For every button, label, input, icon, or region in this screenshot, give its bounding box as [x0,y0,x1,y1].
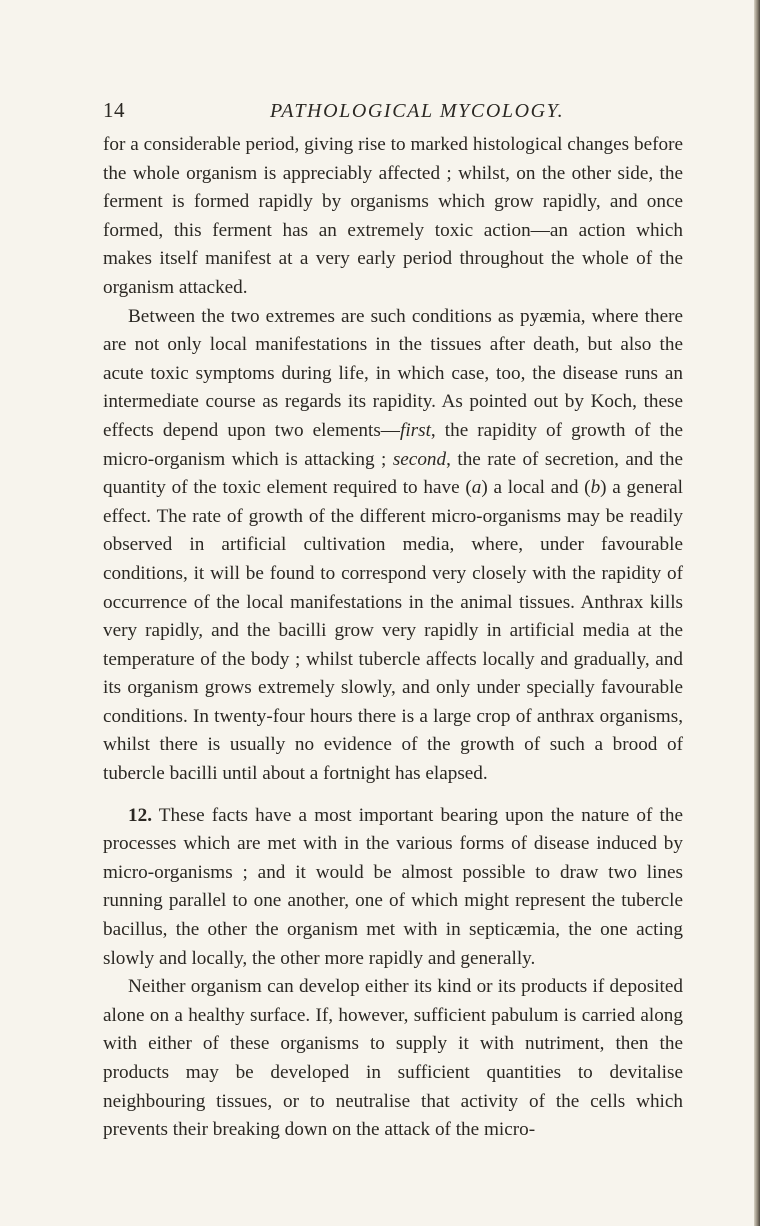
text-run: , the rapidity of growth of the micro-organism which is attacking ; [103,419,683,470]
italic-a: a [471,477,482,499]
italic-first: first [399,419,431,441]
page-number: 14 [103,98,125,122]
body-text [103,131,683,1145]
text-run: ) a local and ( [481,477,591,499]
paragraph-section-12 [103,802,683,974]
paragraph-extremes [103,303,683,789]
paragraph-continuation: for a considerable period, giving rise to marked histological changes before the whole organism is appreciably affected ; whilst, on the other side, the ferment is formed rapidly by organisms which grow rapidly, and once formed, this ferment has an extremely toxic action—an action which makes itself manifest at a very early period throughout the whole of the organism attacked. [103,134,683,298]
text-run: , the rate of secretion, and the quantity of the toxic element required to have ( [103,448,683,499]
text-run: Between the two extremes are such conditions as pyæmia, where there are not only local manifestations in the tissues after death, but also the acute toxic symptoms during life, in which case, too, the disease runs an intermediate course as regards its rapidity. As pointed out by Koch, these effects depend upon two elements— [103,305,683,441]
text-run: These facts have a most important bearing upon the nature of the processes which are met with in the various forms of disease induced by micro-organisms ; and it would be almost possible to draw two lines running parallel to one another, one of which might represent the tubercle bacillus, the other the organism met with in septicæmia, the one acting slowly and locally, the other more rapidly and generally. [103,804,683,969]
paragraph-neither-organism: Neither organism can develop either its kind or its products if deposited alone on a healthy surface. If, however, sufficient pabulum is carried along with either of these organisms to supply it with nutriment, then the products may be developed in sufficient quantities to devitalise neighbouring tissues, or to neutralise that activity of the cells which prevents their breaking down on the attack of the micro- [103,976,683,1141]
page-header [0,98,760,128]
italic-b: b [590,477,601,499]
section-number: 12. [128,804,152,826]
running-title: PATHOLOGICAL MYCOLOGY. [270,100,565,122]
text-run: ) a general effect. The rate of growth of the different micro-organisms may be readily observed in artificial cultivation media, where, under favourable conditions, it will be found to correspond very closely with the rapidity of occurrence of the local manifestations in the animal tissues. Anthrax kills very rapidly, and the bacilli grow very rapidly in artificial media at the temperature of the body ; whilst tubercle affects locally and gradually, and its organism grows extremely slowly, and only under specially favourable conditions. In twenty-four hours there is a large crop of anthrax organisms, whilst there is usually no evidence of the growth of such a brood of tubercle bacilli until about a fortnight has elapsed. [103,477,683,785]
italic-second: second [392,448,447,470]
page-edge [754,0,760,1226]
